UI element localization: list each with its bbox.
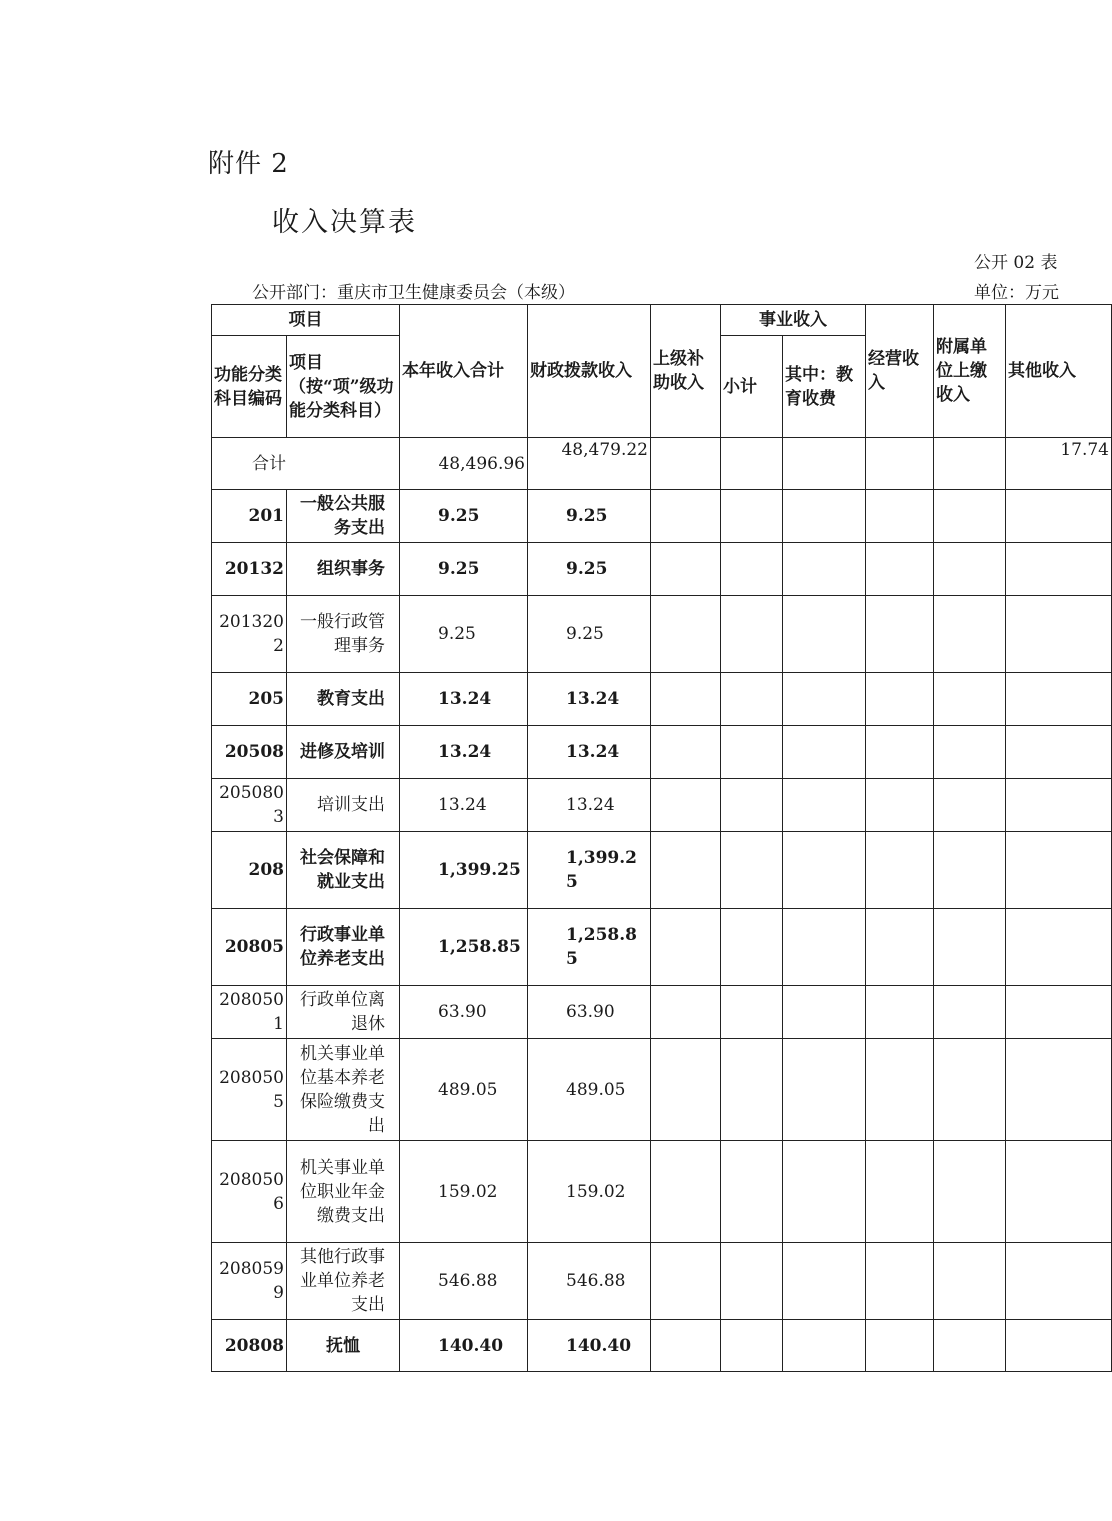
table-row xyxy=(212,596,1112,673)
row-fiscal: 9.25 xyxy=(528,596,651,673)
header-fiscal: 财政拨款收入 xyxy=(528,305,651,438)
table-row xyxy=(212,673,1112,726)
row-fiscal: 489.05 xyxy=(528,1039,651,1141)
header-total-income: 本年收入合计 xyxy=(400,305,528,438)
row-fiscal: 13.24 xyxy=(528,673,651,726)
total-fiscal-value: 48,479.22 xyxy=(528,438,651,490)
header-business: 事业收入 xyxy=(721,305,866,336)
header-project-name: 项目（按“项”级功能分类科目） xyxy=(287,336,400,438)
header-operating: 经营收入 xyxy=(866,305,934,438)
row-code: 2013202 xyxy=(212,596,287,673)
row-name: 机关事业单位职业年金缴费支出 xyxy=(287,1141,400,1243)
income-table xyxy=(211,304,1112,1372)
total-income-value: 48,496.96 xyxy=(400,438,528,490)
row-fiscal: 1,399.25 xyxy=(528,832,651,909)
row-total: 140.40 xyxy=(400,1320,528,1372)
row-code: 20805 xyxy=(212,909,287,986)
row-code: 2080501 xyxy=(212,986,287,1039)
row-name: 其他行政事业单位养老支出 xyxy=(287,1243,400,1320)
row-total: 13.24 xyxy=(400,726,528,779)
row-code: 2080599 xyxy=(212,1243,287,1320)
row-total: 9.25 xyxy=(400,596,528,673)
row-fiscal: 159.02 xyxy=(528,1141,651,1243)
row-name: 一般行政管理事务 xyxy=(287,596,400,673)
unit-label: 单位：万元 xyxy=(974,283,1059,303)
row-fiscal: 9.25 xyxy=(528,490,651,543)
table-row xyxy=(212,726,1112,779)
header-affiliated: 附属单位上缴收入 xyxy=(934,305,1006,438)
attachment-label: 附件 2 xyxy=(208,149,289,179)
row-total: 63.90 xyxy=(400,986,528,1039)
page-title: 收入决算表 xyxy=(272,207,417,238)
header-subtotal: 小计 xyxy=(721,336,783,438)
row-total: 13.24 xyxy=(400,673,528,726)
table-row-total xyxy=(212,438,1112,490)
table-row xyxy=(212,909,1112,986)
row-total: 159.02 xyxy=(400,1141,528,1243)
row-name: 进修及培训 xyxy=(287,726,400,779)
header-other: 其他收入 xyxy=(1006,305,1112,438)
table-row xyxy=(212,986,1112,1039)
header-edu-fee: 其中：教育收费 xyxy=(783,336,866,438)
row-total: 1,258.85 xyxy=(400,909,528,986)
row-name: 行政单位离退休 xyxy=(287,986,400,1039)
row-code: 205 xyxy=(212,673,287,726)
row-total: 9.25 xyxy=(400,490,528,543)
total-label: 合计 xyxy=(212,438,400,490)
header-project: 项目 xyxy=(212,305,400,336)
row-name: 培训支出 xyxy=(287,779,400,832)
row-code: 20132 xyxy=(212,543,287,596)
row-total: 1,399.25 xyxy=(400,832,528,909)
row-code: 2050803 xyxy=(212,779,287,832)
row-fiscal: 13.24 xyxy=(528,726,651,779)
table-row xyxy=(212,779,1112,832)
row-code: 20508 xyxy=(212,726,287,779)
row-name: 组织事务 xyxy=(287,543,400,596)
total-other-value: 17.74 xyxy=(1006,438,1112,490)
header-func-code: 功能分类科目编码 xyxy=(212,336,287,438)
row-total: 546.88 xyxy=(400,1243,528,1320)
row-fiscal: 63.90 xyxy=(528,986,651,1039)
row-name: 行政事业单位养老支出 xyxy=(287,909,400,986)
table-row xyxy=(212,490,1112,543)
row-name: 抚恤 xyxy=(287,1320,400,1372)
row-total: 489.05 xyxy=(400,1039,528,1141)
row-fiscal: 140.40 xyxy=(528,1320,651,1372)
row-fiscal: 13.24 xyxy=(528,779,651,832)
department-label: 公开部门：重庆市卫生健康委员会（本级） xyxy=(252,283,575,303)
row-fiscal: 9.25 xyxy=(528,543,651,596)
row-name: 教育支出 xyxy=(287,673,400,726)
row-name: 社会保障和就业支出 xyxy=(287,832,400,909)
row-fiscal: 1,258.85 xyxy=(528,909,651,986)
row-code: 20808 xyxy=(212,1320,287,1372)
table-row xyxy=(212,1243,1112,1320)
table-row xyxy=(212,1320,1112,1372)
header-superior: 上级补助收入 xyxy=(651,305,721,438)
row-code: 2080506 xyxy=(212,1141,287,1243)
row-name: 一般公共服务支出 xyxy=(287,490,400,543)
table-row xyxy=(212,543,1112,596)
table-row xyxy=(212,1141,1112,1243)
row-total: 13.24 xyxy=(400,779,528,832)
row-fiscal: 546.88 xyxy=(528,1243,651,1320)
table-number: 公开 02 表 xyxy=(974,253,1058,273)
table-row xyxy=(212,1039,1112,1141)
row-code: 208 xyxy=(212,832,287,909)
row-total: 9.25 xyxy=(400,543,528,596)
row-code: 2080505 xyxy=(212,1039,287,1141)
row-code: 201 xyxy=(212,490,287,543)
row-name: 机关事业单位基本养老保险缴费支出 xyxy=(287,1039,400,1141)
table-row xyxy=(212,832,1112,909)
